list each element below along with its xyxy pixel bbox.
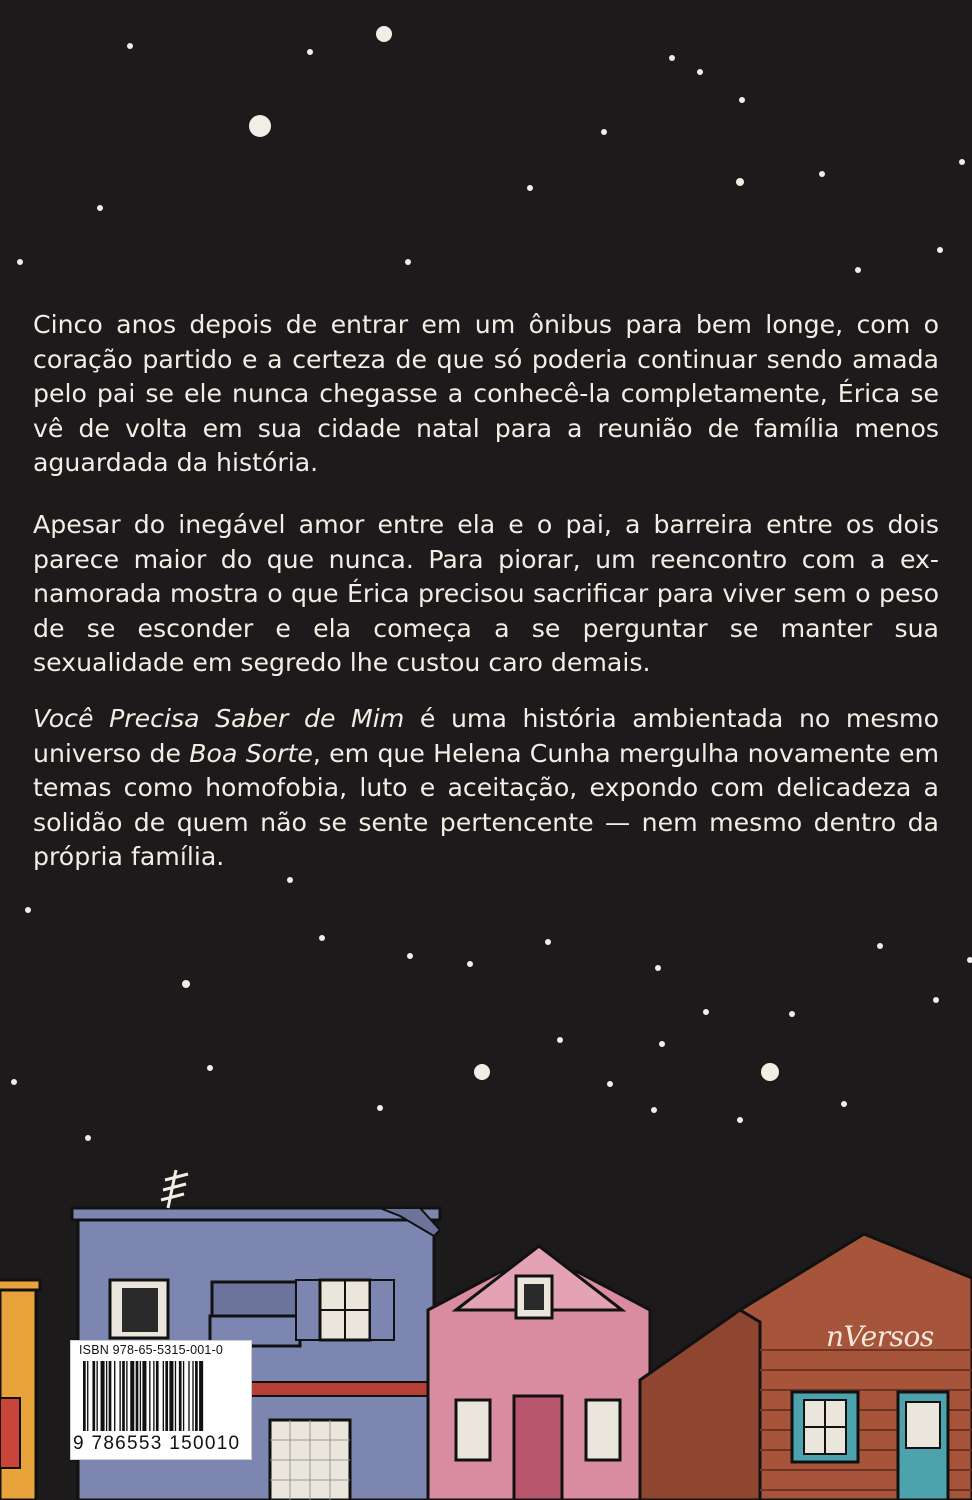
star <box>761 1063 779 1081</box>
star <box>207 1065 213 1071</box>
pink-house <box>428 1246 650 1500</box>
barcode-bar <box>149 1361 150 1431</box>
star <box>97 205 103 211</box>
orange-house <box>0 1280 40 1500</box>
star <box>819 171 825 177</box>
star <box>474 1064 490 1080</box>
blurb-text: é uma história ambientada no mesmo universo de <box>33 704 939 768</box>
star <box>182 980 190 988</box>
star <box>959 159 965 165</box>
star <box>933 997 939 1003</box>
barcode-bar <box>153 1361 154 1431</box>
star <box>789 1011 795 1017</box>
barcode-bar <box>87 1361 88 1431</box>
star <box>703 1009 709 1015</box>
blurb-paragraph-2: Apesar do inegável amor entre ela e o pai, a barreira entre os dois parece maior do que nunca. Para piorar, um reencontro com a ex-namorada mostra o que Érica precisou sacrificar para viver sem o peso de se esconder e ela começa a se perguntar se manter sua sexualidade em segredo lhe custou caro demais. <box>33 510 939 678</box>
star <box>307 49 313 55</box>
barcode-bar <box>83 1361 86 1431</box>
star <box>127 43 133 49</box>
star <box>877 943 883 949</box>
barcode-bar <box>165 1361 168 1431</box>
star <box>601 129 607 135</box>
star <box>407 953 413 959</box>
barcode-bar <box>192 1361 193 1431</box>
star <box>855 267 861 273</box>
star <box>249 115 271 137</box>
barcode-bar <box>101 1361 105 1431</box>
barcode-bar <box>109 1361 112 1431</box>
barcode-bar <box>169 1361 173 1431</box>
barcode-bar <box>106 1361 107 1431</box>
barcode-bar <box>122 1361 125 1431</box>
barcode-bar <box>183 1361 184 1431</box>
publisher-logo: nVersos <box>826 1320 934 1353</box>
star <box>17 259 23 265</box>
star <box>841 1101 847 1107</box>
blurb-paragraph-1: Cinco anos depois de entrar em um ônibus para bem longe, com o coração partido e a certeza de que só poderia continuar sendo amada pelo pai se ele nunca chegasse a conhecê-la completamente, Érica se vê de volta em sua cidade natal para a reunião de família menos aguardada da história. <box>33 310 939 478</box>
barcode-bar <box>119 1361 120 1431</box>
star <box>557 1037 563 1043</box>
star <box>467 961 473 967</box>
star <box>319 935 325 941</box>
barcode-bar <box>130 1361 134 1431</box>
barcode-bar <box>140 1361 141 1431</box>
blurb-text: , em que Helena Cunha mergulha novamente em temas como homofobia, luto e aceitação, expondo com delicadeza a solidão de quem não se sente pertencente — nem mesmo dentro da própria família. <box>33 738 939 872</box>
barcode-bar <box>175 1361 176 1431</box>
star <box>527 185 533 191</box>
barcode-bar <box>92 1361 95 1431</box>
barcode-bar <box>126 1361 127 1431</box>
barcode-bar <box>179 1361 182 1431</box>
barcode-bar <box>136 1361 139 1431</box>
star <box>737 1117 743 1123</box>
barcode-bar <box>199 1361 203 1431</box>
star <box>376 26 392 42</box>
barcode-bar <box>188 1361 189 1431</box>
star <box>669 55 675 61</box>
barcode-bar <box>156 1361 159 1431</box>
star <box>937 247 943 253</box>
star <box>655 965 661 971</box>
barcode-digits: 9 786553 150010 <box>73 1433 241 1454</box>
star <box>11 1079 17 1085</box>
star <box>607 1081 613 1087</box>
star <box>736 178 744 186</box>
star <box>739 97 745 103</box>
barcode-bars <box>81 1361 241 1431</box>
star <box>405 259 411 265</box>
barcode-bar <box>97 1361 98 1431</box>
related-book-title: Boa Sorte <box>189 738 313 768</box>
star <box>377 1105 383 1111</box>
barcode-bar <box>114 1361 115 1431</box>
brown-house <box>640 1234 972 1500</box>
book-title: Você Precisa Saber de Mim <box>33 704 405 733</box>
star <box>967 957 972 963</box>
barcode-bar <box>163 1361 164 1431</box>
star <box>697 69 703 75</box>
star <box>545 939 551 945</box>
star <box>85 1135 91 1141</box>
isbn-barcode <box>70 1340 252 1460</box>
star <box>659 1041 665 1047</box>
isbn-label: ISBN 978-65-5315-001-0 <box>79 1343 224 1357</box>
star <box>651 1107 657 1113</box>
star <box>25 907 31 913</box>
blurb-paragraph-3 <box>33 702 939 875</box>
barcode-bar <box>195 1361 198 1431</box>
star <box>287 877 293 883</box>
barcode-bar <box>142 1361 146 1431</box>
